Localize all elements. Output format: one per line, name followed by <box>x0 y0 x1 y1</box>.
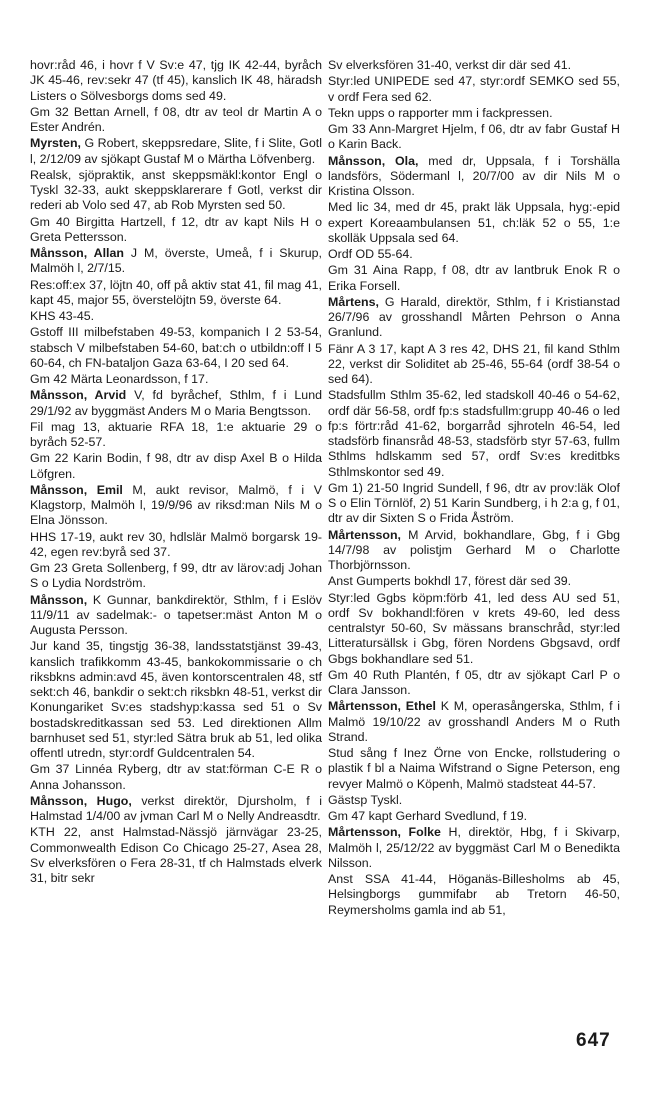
biography-entry <box>30 246 322 277</box>
entry-text: Res:off:ex 37, löjtn 40, off på aktiv stat 41, fil mag 41, kapt 45, major 55, överstelöjtn 59, överste 64. <box>30 277 322 307</box>
entry-text: Fänr A 3 17, kapt A 3 res 42, DHS 21, fil kand Sthlm 22, verkst dir Soliditet ab 25-46, 55-64 (ordf 38-54 o sed 64). <box>328 341 620 386</box>
entry-text: Anst Gumperts bokhdl 17, förest där sed 39. <box>328 574 572 589</box>
entry-paragraph <box>328 574 620 589</box>
entry-name: Mårtensson, <box>328 527 401 542</box>
entry-text: K M, operasångerska, Sthlm, f i Malmö 19/10/22 av grosshandl Anders M o Ruth Strand. <box>328 699 621 744</box>
entry-text: Tekn upps o rapporter mm i fackpressen. <box>328 105 553 120</box>
entry-text: G Harald, direktör, Sthlm, f i Kristianstad 26/7/96 av grosshandl Mårten Pehrson o Anna Granlund. <box>328 294 620 340</box>
entry-text: H, direktör, Hbg, f i Skivarp, Malmöh l, 25/12/22 av byggmäst Carl M o Benedikta Nilsson. <box>328 825 621 870</box>
entry-text: Gästsp Tyskl. <box>328 792 403 807</box>
entry-text: Gm 31 Aina Rapp, f 08, dtr av lantbruk Enok R o Erika Forsell. <box>328 263 620 293</box>
entry-paragraph <box>30 309 322 324</box>
entry-text: Styr:led UNIPEDE sed 47, styr:ordf SEMKO sed 55, v ordf Fera sed 62. <box>328 74 620 104</box>
entry-text: M Arvid, bokhandlare, Gbg, f i Gbg 14/7/98 av polistjm Gerhard M o Charlotte Thorbjörnsson. <box>328 527 620 572</box>
entry-text: hovr:råd 46, i hovr f V Sv:e 47, tjg IK 42-44, byråch JK 45-46, rev:sekr 47 (tf 45), kanslich IK 48, häradsh Listers o Sölvesborgs doms sed 49. <box>30 58 322 103</box>
entry-name: Månsson, Emil <box>30 482 123 497</box>
entry-text: Gm 37 Linnéa Ryberg, dtr av stat:förman C-E R o Anna Johansson. <box>30 762 322 792</box>
entry-paragraph <box>30 278 322 309</box>
entry-name: Månsson, Allan <box>30 246 124 260</box>
entry-text: Gm 47 kapt Gerhard Svedlund, f 19. <box>328 809 528 823</box>
biography-entry <box>328 154 620 200</box>
entry-text: Gm 33 Ann-Margret Hjelm, f 06, dtr av fabr Gustaf H o Karin Back. <box>328 122 620 152</box>
entry-paragraph <box>30 825 322 886</box>
entry-text: Styr:led Ggbs köpm:förb 41, led dess AU sed 51, ordf Sv bokhandl:fören v krets 49-60, led dess centralstyr 50-60, Sv mässans branschråd, styr:led Litteratursällsk i Gbg, fören Nordens Gbgsavd, ordf Gbgs bokhandlare sed 51. <box>328 590 620 666</box>
entry-paragraph <box>30 561 322 592</box>
entry-paragraph <box>328 106 620 121</box>
entry-paragraph <box>328 668 620 699</box>
biography-entry <box>30 794 322 825</box>
entry-paragraph <box>328 793 620 808</box>
entry-text: verkst direktör, Djursholm, f i Halmstad 1/4/00 av jvman Carl M o Nelly Andreasdtr. <box>30 793 322 823</box>
entry-text: Gm 42 Märta Leonardsson, f 17. <box>30 372 209 386</box>
entry-paragraph <box>30 215 322 246</box>
biography-entry <box>328 528 620 574</box>
entry-paragraph <box>328 122 620 153</box>
entry-paragraph <box>30 58 322 104</box>
biography-entry <box>30 136 322 167</box>
entry-text: Fil mag 13, aktuarie RFA 18, 1:e aktuarie 29 o byråch 52-57. <box>30 419 322 449</box>
entry-paragraph <box>30 325 322 371</box>
entry-name: Mårtensson, Ethel <box>328 699 437 714</box>
entry-paragraph <box>30 105 322 136</box>
entry-text: Gstoff III milbefstaben 49-53, kompanich I 2 53-54, stabsch V milbefstaben 54-60, bat:ch o utbildn:off I 5 60-64, ch FN-bataljon Gaza 63-64, I 20 sed 64. <box>30 325 322 370</box>
entry-name: Månsson, Arvid <box>30 388 127 403</box>
entry-paragraph <box>328 809 620 824</box>
entry-text: Stud sång f Inez Örne von Encke, rollstudering o plastik f bl a Naima Wifstrand o Signe Peterson, eng revyer Malmö o Köpenh, Malmö stadsteat 44-57. <box>328 746 620 791</box>
entry-text: KTH 22, anst Halmstad-Nässjö järnvägar 23-25, Commonwealth Edison Co Chicago 25-27, Asea 28, Sv elverksfören o Fera 28-31, tf ch Halmstads elverk 31, bitr sekr <box>30 825 322 885</box>
entry-paragraph <box>30 420 322 451</box>
entry-text: Jur kand 35, tingstjg 36-38, landsstatstjänst 39-43, kanslich trafikkomm 43-45, bankokommissarie o ch riksbkns admin:avd 45, även kontorscentralen 48, stf sekt:ch 46, bankdir o sekt:ch riksbkn 48-51, verkst dir Konungariket Sv:es stadshyp:kassa sed 51 o Sv bostadskreditkassan sed 53. Led direktionen Allm barnhuset sed 51, styr:led Sätra bruk ab 51, led olika offentl utredn, styr:ordf Guldcentralen 54. <box>30 639 322 760</box>
right-column <box>328 58 620 919</box>
entry-text: Realsk, sjöpraktik, anst skeppsmäkl:kontor Engl o Tyskl 32-33, aukt skeppsklarerare f Gotl, verkst dir rederi ab Volo sed 47, ab Rob Myrsten sed 50. <box>30 167 322 213</box>
entry-name: Månsson, <box>30 592 88 607</box>
entry-text: Gm 40 Birgitta Hartzell, f 12, dtr av kapt Nils H o Greta Pettersson. <box>30 214 322 244</box>
entry-paragraph <box>328 58 620 73</box>
biography-entry <box>30 483 322 529</box>
entry-paragraph <box>328 342 620 388</box>
entry-paragraph <box>30 372 322 387</box>
entry-paragraph <box>328 74 620 105</box>
entry-text: Gm 32 Bettan Arnell, f 08, dtr av teol dr Martin A o Ester Andrén. <box>30 104 322 134</box>
biography-entry <box>30 388 322 419</box>
biography-entry <box>328 825 620 871</box>
entry-text: Sv elverksfören 31-40, verkst dir där sed 41. <box>328 58 572 72</box>
entry-paragraph <box>328 263 620 294</box>
entry-text: V, fd byråchef, Sthlm, f i Lund 29/1/92 av byggmäst Anders M o Maria Bengtsson. <box>30 388 322 418</box>
entry-text: Gm 22 Karin Bodin, f 98, dtr av disp Axel B o Hilda Löfgren. <box>30 451 322 481</box>
entry-name: Månsson, Hugo, <box>30 793 132 808</box>
entry-text: KHS 43-45. <box>30 309 95 323</box>
entry-text: J M, överste, Umeå, f i Skurup, Malmöh l, 2/7/15. <box>30 246 323 276</box>
biography-entry <box>30 593 322 639</box>
entry-name: Mårtensson, Folke <box>328 825 441 840</box>
entry-paragraph <box>328 481 620 527</box>
entry-text: M, aukt revisor, Malmö, f i V Klagstorp, Malmöh l, 19/9/96 av riksd:man Nils M o Elna Jönsson. <box>30 482 322 528</box>
entry-paragraph <box>30 168 322 214</box>
entry-paragraph <box>328 872 620 918</box>
entry-paragraph <box>30 639 322 761</box>
entry-paragraph <box>328 247 620 262</box>
entry-paragraph <box>30 451 322 482</box>
entry-text: G Robert, skeppsredare, Slite, f i Slite, Gotl l, 2/12/09 av sjökapt Gustaf M o Märtha Löfvenberg. <box>30 136 322 166</box>
entry-text: med dr, Uppsala, f i Torshälla landsförs, Södermanl l, 20/7/00 av dir Nils M o Kristina Olsson. <box>328 153 621 198</box>
entry-text: Gm 1) 21-50 Ingrid Sundell, f 96, dtr av prov:läk Olof S o Elin Törnlöf, 2) 51 Karin Sundberg, i h 2:a g, f 01, dtr av dir Sixten S o Frida Åström. <box>328 480 620 526</box>
entry-text: Anst SSA 41-44, Höganäs-Billesholms ab 45, Helsingborgs gummifabr ab Tretorn 46-50, Reymersholms gamla ind ab 51, <box>328 872 620 917</box>
entry-paragraph <box>328 746 620 792</box>
entry-text: K Gunnar, bankdirektör, Sthlm, f i Eslöv 11/9/11 av sadelmak:- o tapetser:mäst Anton M o Augusta Persson. <box>30 592 322 637</box>
biography-entry <box>328 699 620 745</box>
entry-text: Stadsfullm Sthlm 35-62, led stadskoll 40-46 o 54-62, ordf där 56-58, ordf fp:s stadsfullm:grupp 40-46 o led fp:s förtr:råd 41-62, borgarråd sjhroteln 46-54, led stadsförb finansråd 48-53, stadsförb styr 57-63, fullm Sthlms hdlskamm sed 57, ordf Sv:es kreditbks Sthlmskontor sed 49. <box>328 388 620 479</box>
entry-paragraph <box>30 530 322 561</box>
entry-text: HHS 17-19, aukt rev 30, hdlslär Malmö borgarsk 19-42, egen rev:byrå sed 37. <box>30 529 322 559</box>
entry-name: Månsson, Ola, <box>328 153 419 168</box>
entry-text: Ordf OD 55-64. <box>328 247 413 261</box>
entry-text: Gm 23 Greta Sollenberg, f 99, dtr av lärov:adj Johan S o Lydia Nordström. <box>30 561 322 591</box>
entry-paragraph <box>328 591 620 667</box>
entry-text: Gm 40 Ruth Plantén, f 05, dtr av sjökapt Carl P o Clara Jansson. <box>328 667 620 697</box>
left-column <box>30 58 322 887</box>
entry-paragraph <box>328 200 620 246</box>
entry-name: Myrsten, <box>30 136 81 151</box>
entry-paragraph <box>30 762 322 793</box>
page-number: 647 <box>576 1030 611 1051</box>
biography-entry <box>328 295 620 341</box>
entry-name: Mårtens, <box>328 294 379 309</box>
entry-paragraph <box>328 388 620 480</box>
entry-text: Med lic 34, med dr 45, prakt läk Uppsala, hyg:-epid expert Koreaambulansen 51, ch:läk 52 o 55, 1:e skolläk Uppsala sed 64. <box>328 200 620 245</box>
